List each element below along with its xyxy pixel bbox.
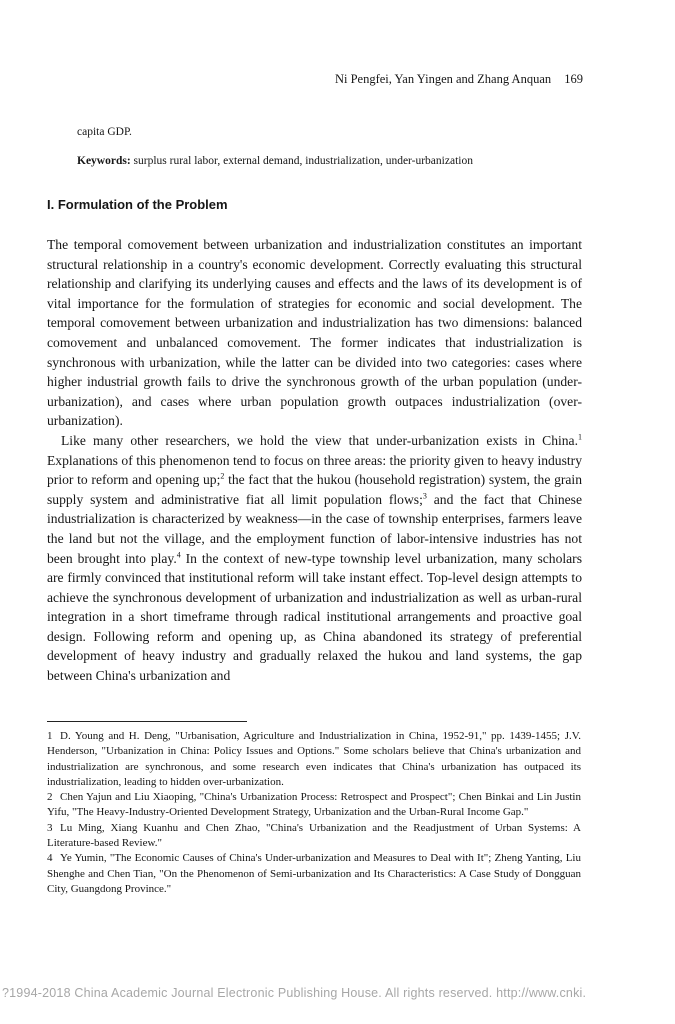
footnote-text: D. Young and H. Deng, "Urbanisation, Agriculture and Industrialization in China, 1952-91," pp. 1439-1455; J.V. Henderson, "Urbanization in China: Policy Issues and Options." Some scholars believe that China's urbanization and industrialization are synchronous, and some research even indicates that China's urbanization has outpaced its industrialization, leading to hidden over-urbanization. (47, 730, 581, 788)
copyright-footer: ?1994-2018 China Academic Journal Electronic Publishing House. All rights reserved. http://www.cnki. (2, 986, 587, 1000)
footnote-ref-3: 3 (422, 491, 427, 501)
paragraph-2-part-5: In the context of new-type township level urbanization, many scholars are firmly convinced that institutional reform will take instant effect. Top-level design attempts to achieve the synchronous development of urbanization and industrialization as well as urban-rural integration in a short timeframe through radical institutional arrangements and proactive goal design. Following reform and opening up, as China abandoned its strategy of preferential development of heavy industry and gradually relaxed the hukou and land systems, the gap between China's urbanization and (47, 550, 582, 684)
running-header (335, 72, 583, 87)
footnote-ref-4: 4 (176, 549, 181, 559)
section-number: I. (47, 197, 55, 212)
keywords-text: surplus rural labor, external demand, industrialization, under-urbanization (133, 155, 473, 167)
keywords-line (77, 155, 473, 167)
footnotes (47, 729, 581, 897)
page-number: 169 (564, 72, 583, 86)
footnote-number: 2 (47, 791, 53, 804)
footnote-number: 3 (47, 821, 53, 834)
footnote-number: 4 (47, 852, 53, 865)
paragraph-2-part-2: Explanations of this phenomenon tend to focus on three areas: the priority given to heavy industry prior to reform and opening up; (47, 452, 582, 488)
footnote-3 (47, 821, 581, 852)
footnote-divider (47, 721, 247, 722)
section-heading (47, 197, 228, 212)
footnote-text: Chen Yajun and Liu Xiaoping, "China's Urbanization Process: Retrospect and Prospect"; Chen Binkai and Lin Justin Yifu, "The Heavy-Industry-Oriented Development Strategy, Urbanization and the Urban-Rural Income Gap." (47, 791, 581, 819)
footnote-text: Ye Yumin, "The Economic Causes of China's Under-urbanization and Measures to Deal with It"; Zheng Yanting, Liu Shenghe and Chen Tian, "On the Phenomenon of Semi-urbanization and Its Characteristics: A Case Study of Dongguan City, Guangdong Province." (47, 852, 581, 895)
section-title: Formulation of the Problem (57, 197, 228, 212)
footnote-ref-2: 2 (220, 471, 225, 481)
footnote-text: Lu Ming, Xiang Kuanhu and Chen Zhao, "China's Urbanization and the Readjustment of Urban Systems: A Literature-based Review." (47, 821, 581, 850)
paragraph-2-part-3: the fact that the hukou (household registration) system, the grain supply system and administrative fiat all limit population flows; (47, 472, 582, 507)
header-authors: Ni Pengfei, Yan Yingen and Zhang Anquan (334, 72, 552, 86)
paragraph-2 (47, 431, 582, 686)
footnote-4 (47, 851, 581, 897)
footnote-2 (47, 790, 581, 821)
paragraph-2-part-4: and the fact that Chinese industrialization is characterized by weakness—in the case of township enterprises, farmers leave the land but not the village, and the employment function of labor-intensive industries has not been brought into play. (47, 491, 583, 566)
body-text (47, 235, 582, 686)
footnote-1 (47, 729, 581, 790)
abstract-tail: capita GDP. (77, 126, 132, 138)
footnote-number: 1 (47, 730, 53, 742)
paragraph-1: The temporal comovement between urbanization and industrialization constitutes an important structural relationship in a country's economic development. Correctly evaluating this structural relationship and clarifying its underlying causes and effects and the laws of its development is of vital importance for the formulation of strategies for economic and social development. The temporal comovement between urbanization and industrialization has two dimensions: balanced comovement and unbalanced comovement. The former indicates that industrialization is synchronous with urbanization, while the latter can be divided into two categories: cases where higher industrial growth fails to drive the synchronous growth of the urban population (under-urbanization), and cases where urban population growth outpaces industrialization (over-urbanization). (47, 237, 582, 429)
paragraph-2-part-1: Like many other researchers, we hold the view that under-urbanization exists in China. (61, 432, 578, 448)
footnote-ref-1: 1 (578, 432, 582, 442)
keywords-label: Keywords: (77, 155, 131, 167)
